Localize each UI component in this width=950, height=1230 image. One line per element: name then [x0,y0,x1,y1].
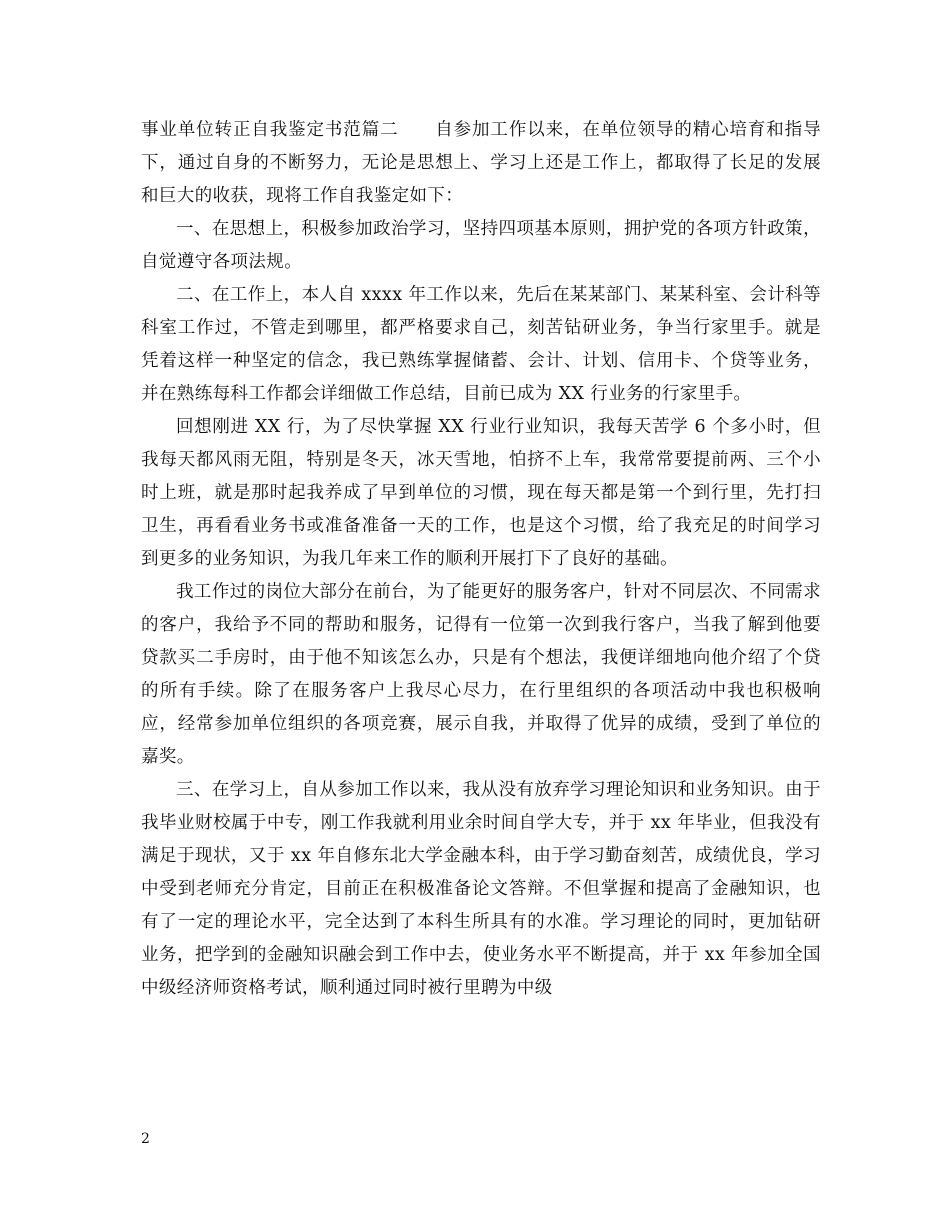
page-number: 2 [141,1131,150,1147]
paragraph-service: 我工作过的岗位大部分在前台，为了能更好的服务客户，针对不同层次、不同需求的客户，我给予不同的帮助和服务，记得有一位第一次到我行客户，当我了解到他要贷款买二手房时，由于他不知该怎么办，只是有个想法，我便详细地向他介绍了个贷的所有手续。除了在服务客户上我尽心尽力，在行里组织的各项活动中我也积极响应，经常参加单位组织的各项竞赛，展示自我，并取得了优异的成绩，受到了单位的嘉奖。 [141,582,821,767]
paragraph-work: 二、在工作上，本人自 xxxx 年工作以来，先后在某某部门、某某科室、会计科等科室工作过，不管走到哪里，都严格要求自己，刻苦钻研业务，争当行家里手。就是凭着这样一种坚定的信念，我已熟练掌握储蓄、会计、计划、信用卡、个贷等业务，并在熟练每科工作都会详细做工作总结，目前已成为 XX 行业务的行家里手。 [141,285,821,404]
document-body [141,114,821,1005]
paragraph-study: 三、在学习上，自从参加工作以来，我从没有放弃学习理论知识和业务知识。由于我毕业财校属于中专，刚工作我就利用业余时间自学大专，并于 xx 年毕业，但我没有满足于现状，又于 xx 年自修东北大学金融本科，由于学习勤奋刻苦，成绩优良，学习中受到老师充分肯定，目前正在积极准备论文答辩。不但掌握和提高了金融知识，也有了一定的理论水平，完全达到了本科生所具有的水准。学习理论的同时，更加钻研业务，把学到的金融知识融会到工作中去，使业务水平不断提高，并于 xx 年参加全国中级经济师资格考试，顺利通过同时被行里聘为中级 [141,780,821,998]
paragraph-intro: 事业单位转正自我鉴定书范篇二 自参加工作以来，在单位领导的精心培育和指导下，通过自身的不断努力，无论是思想上、学习上还是工作上，都取得了长足的发展和巨大的收获，现将工作自我鉴定如下： [141,120,821,206]
paragraph-recollection: 回想刚进 XX 行，为了尽快掌握 XX 行业行业知识，我每天苦学 6 个多小时，但我每天都风雨无阻，特别是冬天，冰天雪地，怕挤不上车，我常常要提前两、三个小时上班，就是那时起我养成了早到单位的习惯，现在每天都是第一个到行里，先打扫卫生，再看看业务书或准备准备一天的工作，也是这个习惯，给了我充足的时间学习到更多的业务知识，为我几年来工作的顺利开展打下了良好的基础。 [141,417,821,569]
paragraph-ideology: 一、在思想上，积极参加政治学习，坚持四项基本原则，拥护党的各项方针政策，自觉遵守各项法规。 [141,219,821,272]
